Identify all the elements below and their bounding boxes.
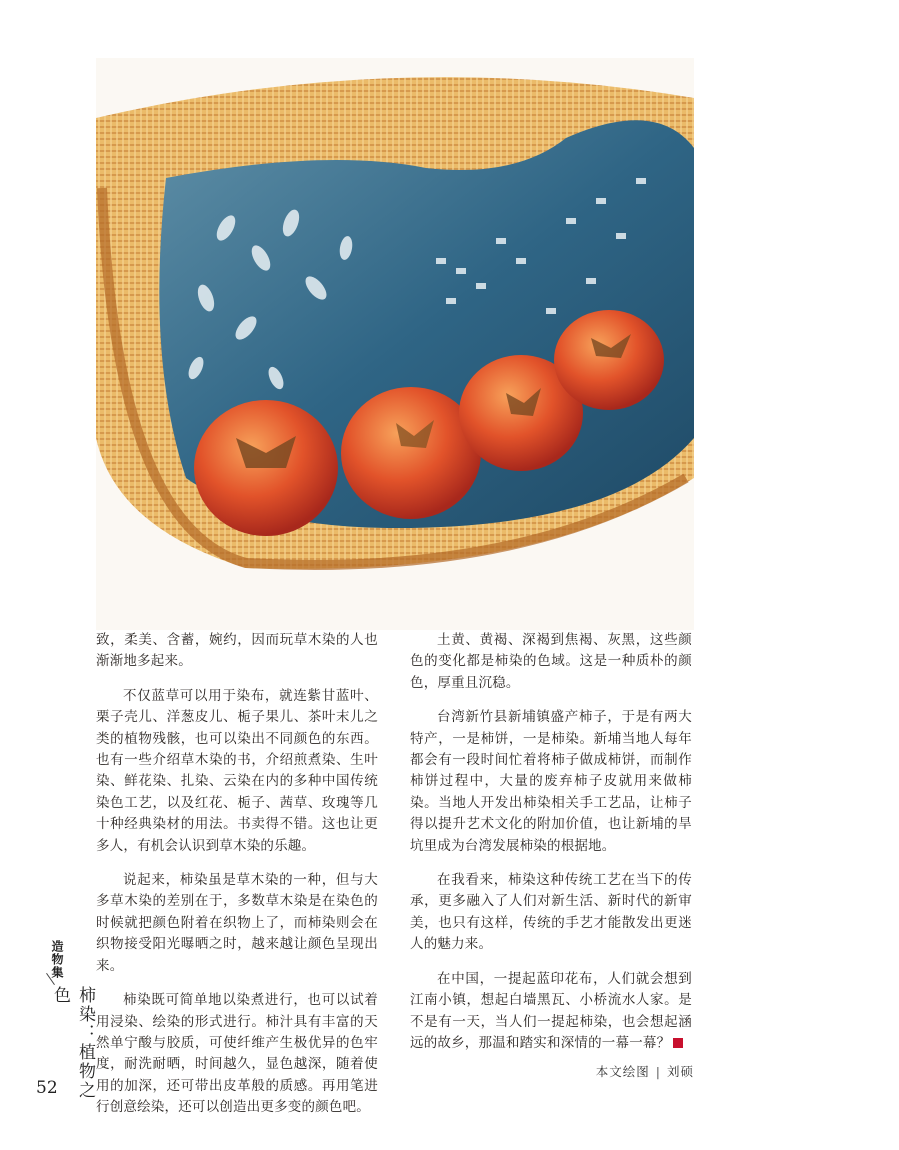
illustration-credit <box>556 1062 694 1080</box>
paragraph: 致，柔美、含蓄，婉约，因而玩草木染的人也渐渐地多起来。 <box>96 632 378 670</box>
paragraph: 在我看来，柿染这种传统工艺在当下的传承，更多融入了人们对新生活、新时代的新审美，也只有这样，传统的手艺才能散发出更迷人的魅力来。 <box>410 872 692 953</box>
persimmon-illustration <box>96 58 694 630</box>
rail-section-name: 造物集 <box>50 940 64 979</box>
paragraph: 土黄、黄褐、深褐到焦褐、灰黑，这些颜色的变化都是柿染的色域。这是一种质朴的颜色，厚重且沉稳。 <box>410 632 692 691</box>
rail-article-title: 柿染：植物之色 <box>50 986 95 1100</box>
paragraph: 台湾新竹县新埔镇盛产柿子，于是有两大特产，一是柿饼，一是柿染。新埔当地人每年都会有一段时间忙着将柿子做成柿饼，而制作柿饼过程中，大量的废弃柿子皮就用来做柿染。当地人开发出柿染相关手工艺品，让柿子得以提升艺术文化的附加价值，也让新埔的旱坑里成为台湾发展柿染的根据地。 <box>410 709 692 854</box>
final-paragraph-text: 在中国，一提起蓝印花布，人们就会想到江南小镇，想起白墙黑瓦、小桥流水人家。是不是有一天，当人们一提起柿染，也会想起涵远的故乡，那温和踏实和深情的一幕一幕？ <box>410 970 692 1051</box>
page-number: 52 <box>36 1078 58 1098</box>
persimmons-on-indigo-cloth-in-basket-painting <box>96 58 694 630</box>
credit-artist: 刘硕 <box>666 1064 694 1079</box>
credit-label: 本文绘图 <box>595 1064 650 1079</box>
paragraph: 说起来，柿染虽是草木染的一种，但与大多草木染的差别在于，多数草木染是在染色的时候就把颜色附着在织物上了，而柿染则会在织物接受阳光曝晒之时，越来越让颜色呈现出来。 <box>96 872 378 974</box>
article-right-column <box>410 630 692 1067</box>
paragraph: 不仅蓝草可以用于染布，就连紫甘蓝叶、栗子壳儿、洋葱皮儿、栀子果儿、茶叶末儿之类的植物残骸，也可以染出不同颜色的东西。也有一些介绍草木染的书，介绍煎煮染、生叶染、鲜花染、扎染、云染在内的多种中国传统染色工艺，以及红花、栀子、茜草、玫瑰等几十种经典染材的用法。书卖得不错。这也让更多人，有机会认识到草木染的乐趣。 <box>96 687 378 854</box>
credit-separator: | <box>655 1064 661 1079</box>
article-left-column <box>96 630 378 1132</box>
paragraph-final <box>410 969 692 1055</box>
end-mark-icon <box>673 1038 683 1048</box>
paragraph: 柿染既可简单地以染煮进行，也可以试着用浸染、绘染的形式进行。柿汁具有丰富的天然单宁酸与胶质，可使纤维产生极优异的色牢度，耐洗耐晒，时间越久，显色越深，随着使用的加深，还可带出皮革般的质感。再用笔进行创意绘染，还可以创造出更多变的颜色吧。 <box>96 992 378 1116</box>
